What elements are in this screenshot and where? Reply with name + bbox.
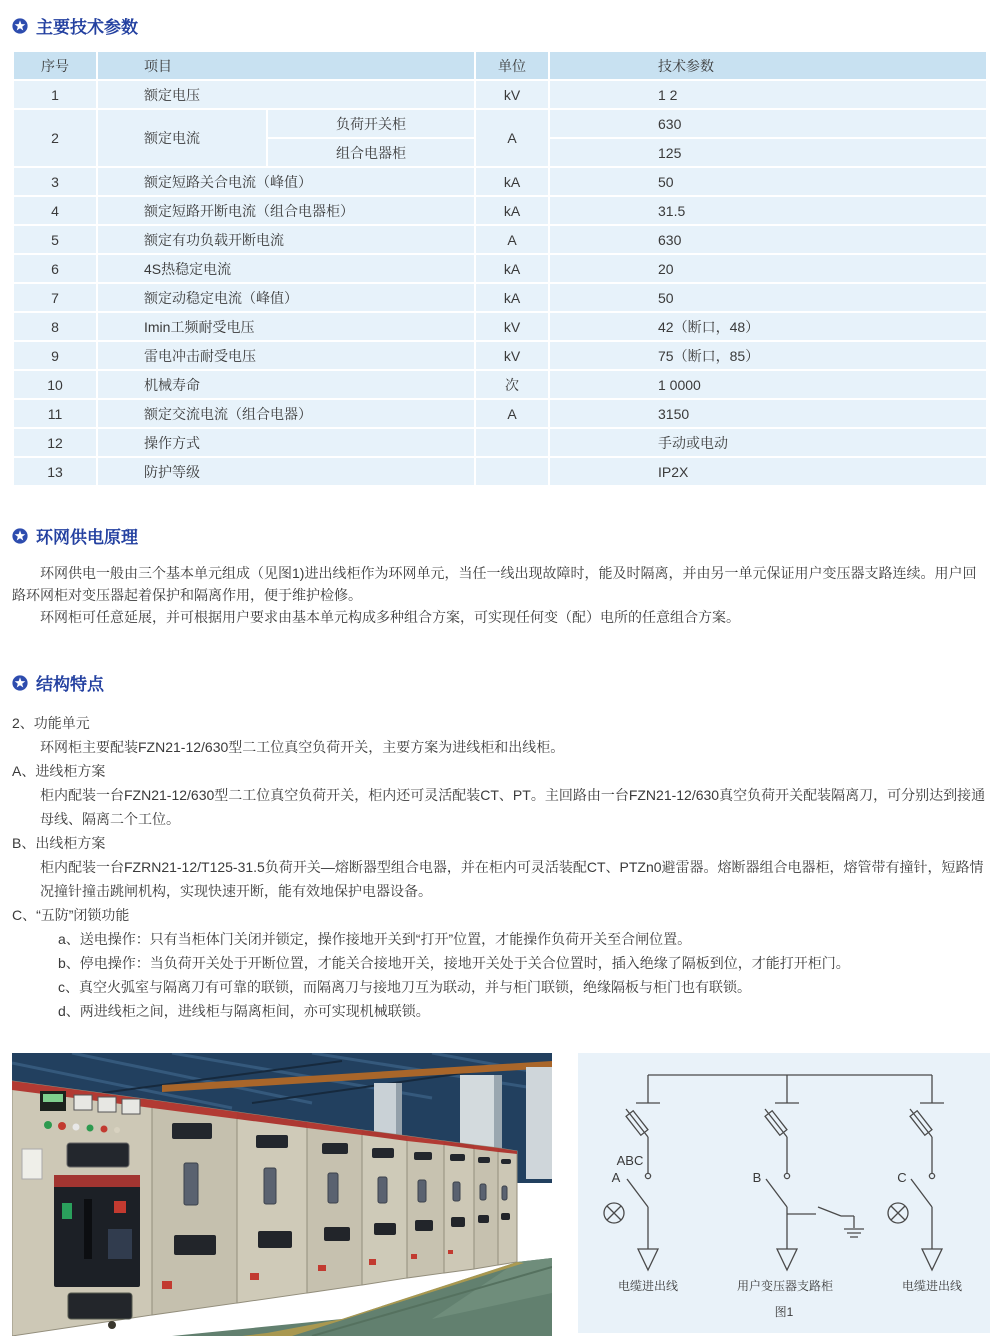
structure-feature-list — [12, 711, 988, 1023]
cell-value: 31.5 — [550, 197, 986, 224]
section-title-text: 主要技术参数 — [36, 18, 138, 37]
cell-item: 防护等级 — [98, 458, 474, 485]
cell-value: 20 — [550, 255, 986, 282]
cell-value: 125 — [550, 139, 986, 166]
cell-unit: A — [476, 226, 548, 253]
list-item: C、“五防”闭锁功能 — [12, 907, 130, 923]
cell-unit: kA — [476, 168, 548, 195]
phase-label: ABC — [616, 1153, 644, 1168]
cell-unit: kV — [476, 313, 548, 340]
star-circle-icon — [12, 528, 28, 544]
cell-item: 4S热稳定电流 — [98, 255, 474, 282]
section-title-structure-features — [12, 670, 1000, 695]
table-row — [14, 342, 986, 369]
cell-item: 额定短路开断电流（组合电器柜） — [98, 197, 474, 224]
figure-caption: 图1 — [774, 1305, 794, 1319]
cell-value: 630 — [550, 110, 986, 137]
branch-c-caption: 电缆进出线 — [901, 1279, 963, 1293]
cell-no: 4 — [14, 197, 96, 224]
col-header-item: 项目 — [98, 52, 474, 79]
cell-unit — [476, 429, 548, 456]
table-row — [14, 255, 986, 282]
table-row — [14, 371, 986, 398]
branch-a-caption: 电缆进出线 — [617, 1279, 679, 1293]
table-row — [14, 197, 986, 224]
cell-value: 1 2 — [550, 81, 986, 108]
cell-no: 2 — [14, 110, 96, 166]
list-item: 柜内配装一台FZN21-12/630型二工位真空负荷开关，柜内还可灵活配装CT、PT。主回路由一台FZN21-12/630真空负荷开关配装隔离刀，可分别达到接通母线、隔离二个工位。 — [40, 787, 986, 827]
cell-value: 手动或电动 — [550, 429, 986, 456]
cell-no: 3 — [14, 168, 96, 195]
table-row — [14, 458, 986, 485]
cell-no: 6 — [14, 255, 96, 282]
col-header-unit: 单位 — [476, 52, 548, 79]
cell-value: 42（断口，48） — [550, 313, 986, 340]
list-item: 柜内配装一台FZRN21-12/T125-31.5负荷开关—熔断器型组合电器，并在柜内可灵活装配CT、PTZn0避雷器。熔断器组合电器柜，熔管带有撞针，短路情况撞针撞击跳闸机构，实现快速开断，能有效地保护电器设备。 — [40, 859, 984, 899]
cell-value: 50 — [550, 284, 986, 311]
cell-item: 额定有功负载开断电流 — [98, 226, 474, 253]
col-header-value: 技术参数 — [550, 52, 986, 79]
table-row — [14, 429, 986, 456]
list-item: 2、功能单元 — [12, 715, 90, 731]
cell-item: 额定动稳定电流（峰值） — [98, 284, 474, 311]
cell-no: 7 — [14, 284, 96, 311]
table-row — [14, 400, 986, 427]
cell-item: 额定电流 — [98, 110, 266, 166]
branch-a-label: A — [611, 1170, 621, 1185]
section-title-ring-network-principle — [12, 523, 1000, 548]
cell-value: 630 — [550, 226, 986, 253]
cell-value: 50 — [550, 168, 986, 195]
cell-value: 3150 — [550, 400, 986, 427]
cell-item: 额定短路关合电流（峰值） — [98, 168, 474, 195]
paragraph: 环网柜可任意延展，并可根据用户要求由基本单元构成多种组合方案，可实现任何变（配）电所的任意组合方案。 — [40, 609, 740, 625]
cell-value: 75（断口，85） — [550, 342, 986, 369]
cell-unit — [476, 458, 548, 485]
branch-b-label: B — [752, 1170, 762, 1185]
cell-no: 1 — [14, 81, 96, 108]
section-title-text: 结构特点 — [36, 675, 104, 694]
cell-subitem: 组合电器柜 — [268, 139, 474, 166]
list-item: B、出线柜方案 — [12, 835, 106, 851]
table-row — [14, 81, 986, 108]
list-item: b、停电操作：当负荷开关处于开断位置，才能关合接地开关，接地开关处于关合位置时，插入绝缘了隔板到位，才能打开柜门。 — [58, 955, 850, 971]
parameters-table — [12, 50, 988, 487]
table-row — [14, 313, 986, 340]
list-item: c、真空火弧室与隔离刀有可靠的联锁，而隔离刀与接地刀互为联动，并与柜门联锁，绝缘隔板与柜门也有联锁。 — [58, 979, 751, 995]
table-row — [14, 226, 986, 253]
section-title-text: 环网供电原理 — [36, 528, 138, 547]
list-item: d、两进线柜之间，进线柜与隔离柜间，亦可实现机械联锁。 — [58, 1003, 430, 1019]
table-header-row — [14, 52, 986, 79]
cell-unit: kA — [476, 197, 548, 224]
cell-item: Imin工频耐受电压 — [98, 313, 474, 340]
cell-unit: A — [476, 400, 548, 427]
cell-item: 额定电压 — [98, 81, 474, 108]
switchgear-cabinets-photo — [12, 1053, 552, 1336]
cell-no: 10 — [14, 371, 96, 398]
cell-item: 额定交流电流（组合电器） — [98, 400, 474, 427]
branch-c-label: C — [897, 1170, 907, 1185]
branch-b-caption: 用户变压器支路柜 — [736, 1279, 834, 1293]
list-item: a、送电操作：只有当柜体门关闭并锁定，操作接地开关到“打开”位置，才能操作负荷开关至合闸位置。 — [58, 931, 692, 947]
cell-no: 11 — [14, 400, 96, 427]
list-item: 环网柜主要配装FZN21-12/630型二工位真空负荷开关，主要方案为进线柜和出线柜。 — [40, 739, 565, 755]
section-title-main-parameters — [12, 0, 1000, 38]
cell-unit: kA — [476, 255, 548, 282]
cell-unit: 次 — [476, 371, 548, 398]
table-row — [14, 110, 986, 137]
cell-item: 机械寿命 — [98, 371, 474, 398]
cell-value: 1 0000 — [550, 371, 986, 398]
star-circle-icon — [12, 675, 28, 691]
cell-no: 5 — [14, 226, 96, 253]
cell-no: 12 — [14, 429, 96, 456]
cell-no: 8 — [14, 313, 96, 340]
cell-no: 13 — [14, 458, 96, 485]
star-circle-icon — [12, 18, 28, 34]
col-header-no: 序号 — [14, 52, 96, 79]
table-row — [14, 168, 986, 195]
table-row — [14, 284, 986, 311]
list-item: A、进线柜方案 — [12, 763, 106, 779]
principle-paragraphs — [0, 562, 1000, 628]
cell-item: 操作方式 — [98, 429, 474, 456]
cell-no: 9 — [14, 342, 96, 369]
cell-unit: kV — [476, 81, 548, 108]
cell-unit: A — [476, 110, 548, 166]
cell-unit: kV — [476, 342, 548, 369]
ring-network-wiring-diagram — [578, 1053, 990, 1333]
paragraph: 环网供电一般由三个基本单元组成（见图1)进出线柜作为环网单元，当任一线出现故障时，能及时隔离，并由另一单元保证用户变压器支路连续。用户回路环网柜对变压器起着保护和隔离作用，便于维护检修。 — [12, 565, 977, 603]
figures-row — [12, 1053, 1000, 1336]
cell-value: IP2X — [550, 458, 986, 485]
cell-subitem: 负荷开关柜 — [268, 110, 474, 137]
cell-unit: kA — [476, 284, 548, 311]
cell-item: 雷电冲击耐受电压 — [98, 342, 474, 369]
